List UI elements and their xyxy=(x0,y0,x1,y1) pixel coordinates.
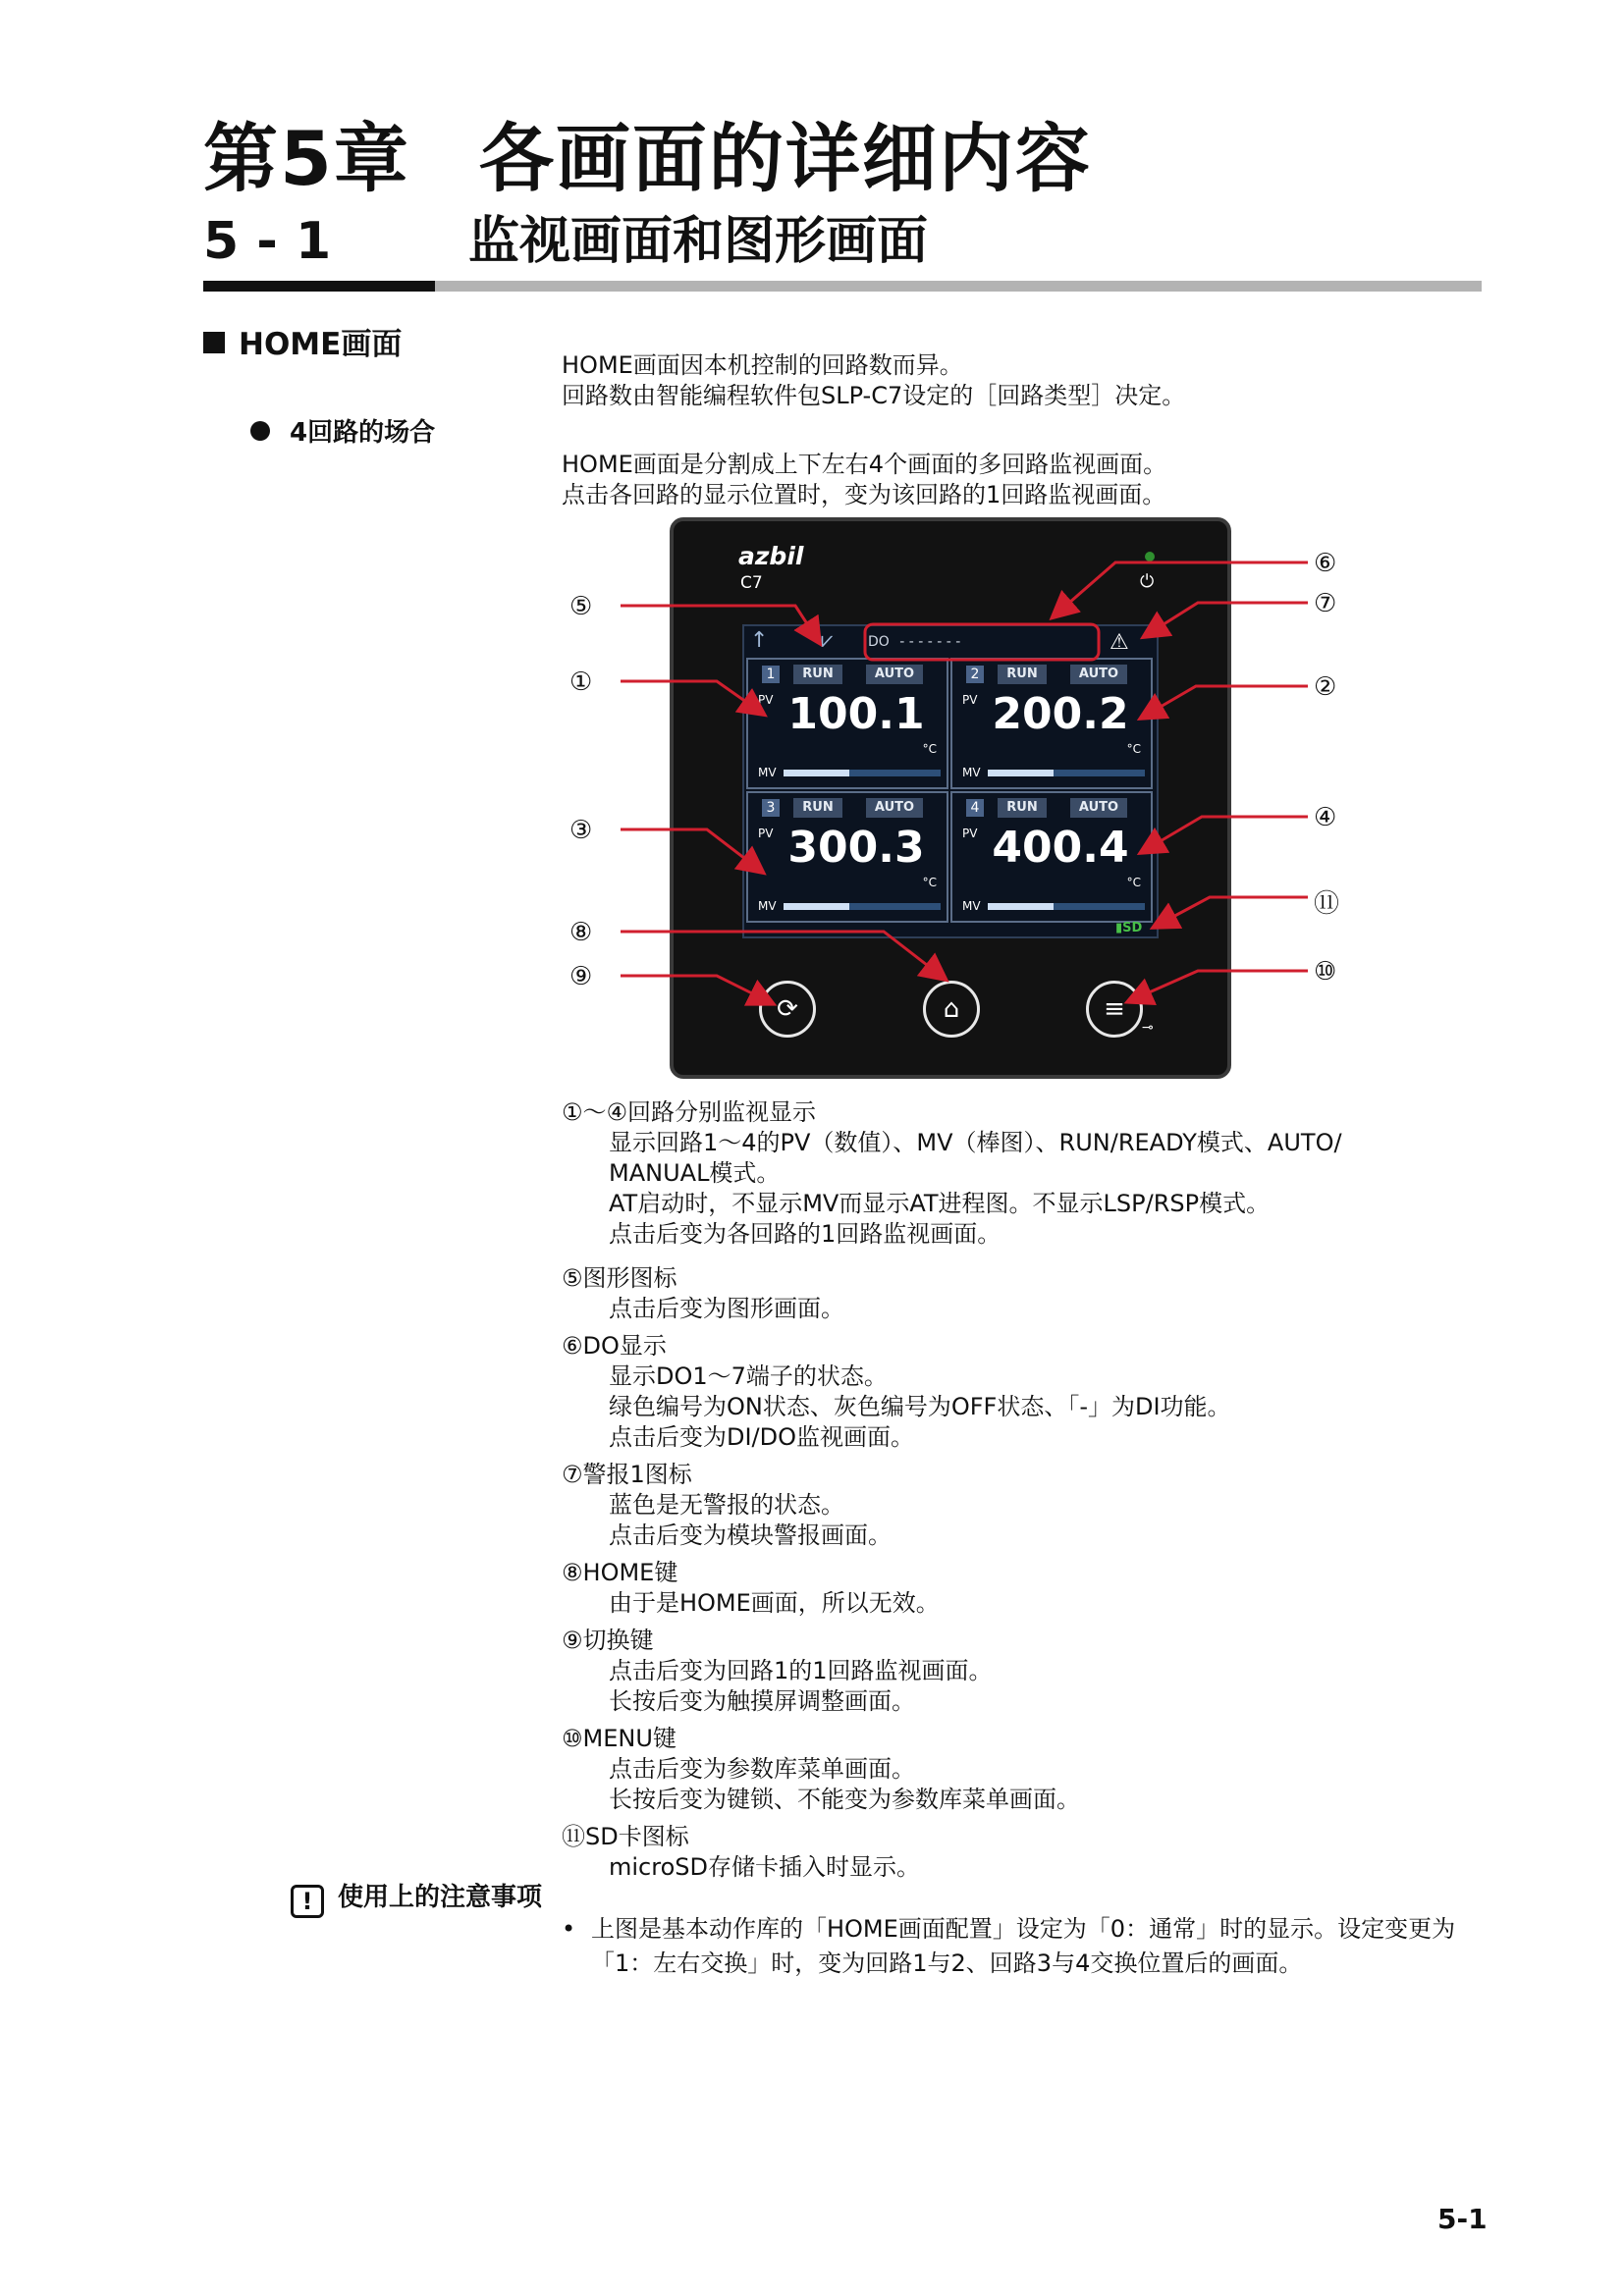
menu-icon: ≡ xyxy=(1104,994,1125,1024)
caution-heading: ! 使用上的注意事项 xyxy=(291,1877,542,1918)
item-menu-key: ⑩MENU键 点击后变为参数库菜单画面。 长按后变为键锁、不能变为参数库菜单画面。 xyxy=(562,1725,1080,1813)
auto-badge: AUTO xyxy=(866,798,923,818)
pv-value: 300.3 xyxy=(787,823,925,873)
callout-1: ① xyxy=(569,667,593,697)
callout-6: ⑥ xyxy=(1314,549,1337,578)
callout-8: ⑧ xyxy=(569,918,593,947)
item-do-display: ⑥DO显示 显示DO1～7端子的状态。 绿色编号为ON状态、灰色编号为OFF状态、「-」为DI功能。 点击后变为DI/DO监视画面。 xyxy=(562,1332,1231,1451)
loop-number: 2 xyxy=(966,666,984,683)
pv-label: PV xyxy=(758,693,774,707)
do-label: DO xyxy=(868,634,890,650)
callout-line-7 xyxy=(1145,603,1308,636)
callout-5: ⑤ xyxy=(569,592,593,621)
unit-label: °C xyxy=(922,876,937,889)
callout-line-2 xyxy=(1142,686,1308,718)
auto-badge: AUTO xyxy=(1070,798,1127,818)
auto-badge: AUTO xyxy=(1070,665,1127,684)
callout-2: ② xyxy=(1314,672,1337,702)
callout-line-1 xyxy=(621,681,763,714)
callout-line-4 xyxy=(1142,817,1308,852)
callout-4: ④ xyxy=(1314,803,1337,832)
intro-paragraph-2: HOME画面是分割成上下左右4个画面的多回路监视画面。 点击各回路的显示位置时，变为该回路的1回路监视画面。 xyxy=(562,451,1167,508)
azbil-logo: azbil xyxy=(738,542,804,570)
item-home-key: ⑧HOME键 由于是HOME画面，所以无效。 xyxy=(562,1559,940,1617)
callout-line-11 xyxy=(1155,897,1308,927)
sd-card-icon: ▮SD xyxy=(1115,921,1143,935)
page-number: 5-1 xyxy=(1437,2203,1488,2235)
four-loop-heading: 4回路的场合 xyxy=(250,412,435,449)
unit-label: °C xyxy=(922,742,937,756)
refresh-icon: ⟳ xyxy=(777,994,798,1024)
item-graph-icon: ⑤图形图标 点击后变为图形画面。 xyxy=(562,1264,844,1322)
do-highlight-box xyxy=(865,624,1099,660)
callout-line-8 xyxy=(621,932,945,979)
section-title: 监视画面和图形画面 xyxy=(468,212,929,271)
item-sd-card-icon: ⑪SD卡图标 microSD存储卡插入时显示。 xyxy=(562,1823,920,1881)
mv-label: MV xyxy=(758,899,777,913)
run-badge: RUN xyxy=(998,798,1047,818)
bullet-icon: • xyxy=(562,1915,576,1943)
run-badge: RUN xyxy=(998,665,1047,684)
intro-paragraph: HOME画面因本机控制的回路数而异。 回路数由智能编程软件包SLP-C7设定的［回路类型］决定。 xyxy=(562,351,1186,409)
mv-label: MV xyxy=(962,899,981,913)
callout-line-10 xyxy=(1129,971,1308,1001)
caution-icon: ! xyxy=(291,1885,324,1918)
back-arrow-icon[interactable]: ↑ xyxy=(750,628,769,653)
callout-3: ③ xyxy=(569,816,593,845)
callout-11: ⑪ xyxy=(1314,889,1340,919)
mv-label: MV xyxy=(758,766,777,779)
callout-line-9 xyxy=(621,976,772,1003)
callout-10: ⑩ xyxy=(1314,957,1337,987)
loop-number: 4 xyxy=(966,799,984,817)
run-badge: RUN xyxy=(793,798,842,818)
pv-label: PV xyxy=(962,827,978,840)
model-label: C7 xyxy=(740,573,763,593)
callout-line-6 xyxy=(1054,562,1308,616)
unit-label: °C xyxy=(1126,742,1141,756)
pv-label: PV xyxy=(758,827,774,840)
alarm-icon[interactable]: ⚠ xyxy=(1110,630,1129,655)
mv-label: MV xyxy=(962,766,981,779)
item-loop-monitor: ①～④回路分别监视显示 显示回路1～4的PV（数值）、MV（棒图）、RUN/READY模式、AUTO/ MANUAL模式。 AT启动时，不显示MV而显示AT进程图。不显示LSP/RSP模式。 点击后变为各回路的1回路监视画面。 xyxy=(562,1098,1342,1248)
unit-label: °C xyxy=(1126,876,1141,889)
pv-label: PV xyxy=(962,693,978,707)
chapter-title: 各画面的详细内容 xyxy=(478,115,1092,202)
item-alarm-icon: ⑦警报1图标 蓝色是无警报的状态。 点击后变为模块警报画面。 xyxy=(562,1461,892,1549)
callout-9: ⑨ xyxy=(569,962,593,991)
home-screen-heading: HOME画面 xyxy=(203,319,402,363)
pv-value: 100.1 xyxy=(787,689,925,739)
power-icon: ⏻ xyxy=(1140,571,1155,592)
loop-number: 3 xyxy=(762,799,780,817)
caution-note: • 上图是基本动作库的「HOME画面配置」设定为「0：通常」时的显示。设定变更为「1：左右交换」时，变为回路1与2、回路3与4交换位置后的画面。 xyxy=(562,1912,1485,1981)
do-dots: - - - - - - - xyxy=(899,634,961,650)
item-switch-key: ⑨切换键 点击后变为回路1的1回路监视画面。 长按后变为触摸屏调整画面。 xyxy=(562,1627,993,1715)
pv-value: 400.4 xyxy=(992,823,1129,873)
auto-badge: AUTO xyxy=(866,665,923,684)
key-lock-icon: ⊸ xyxy=(1142,1020,1154,1036)
section-number: 5 - 1 xyxy=(203,212,332,271)
home-icon: ⌂ xyxy=(943,994,960,1024)
callout-7: ⑦ xyxy=(1314,589,1337,618)
callout-line-5 xyxy=(621,606,819,642)
run-badge: RUN xyxy=(793,665,842,684)
pv-value: 200.2 xyxy=(992,689,1129,739)
loop-number: 1 xyxy=(762,666,780,683)
callout-line-3 xyxy=(621,829,762,872)
graph-icon[interactable]: ⩗ xyxy=(821,628,834,653)
chapter-number: 第5章 xyxy=(203,115,410,202)
